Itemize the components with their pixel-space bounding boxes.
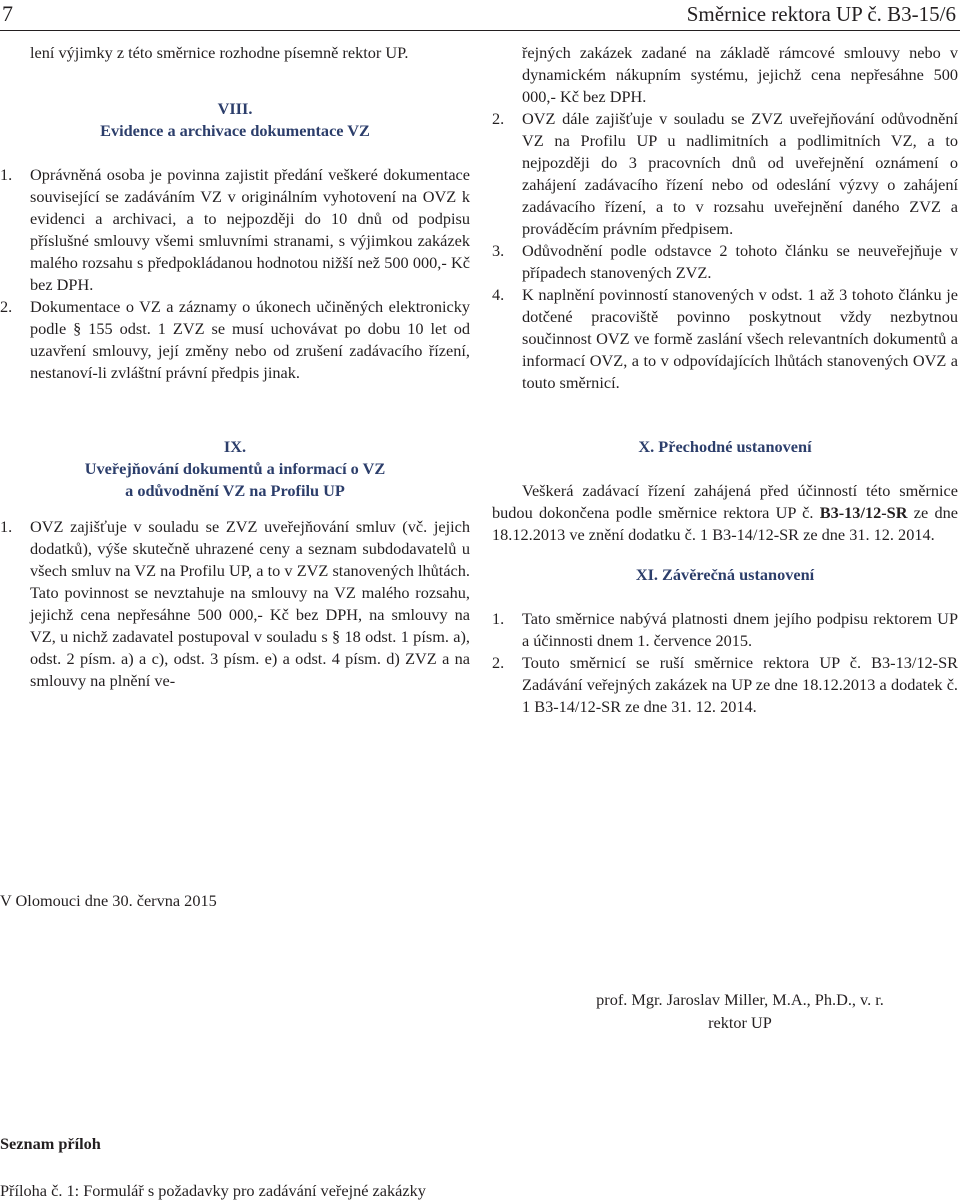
item-text: Odůvodnění podle odstavce 2 tohoto článku se neuveřejňuje v případech stanovených ZVZ. [522,241,958,282]
list-item [492,608,958,652]
section-xi-title: XI. Závěrečná ustanovení [635,565,815,584]
list-item [492,108,958,240]
section-x-title: X. Přechodné ustanovení [638,437,812,456]
item-text: OVZ zajišťuje v souladu se ZVZ uveřejňování smluv (vč. jejich dodatků), výše skutečně uhrazené ceny a seznam subdodavatelů u všech smluv na VZ na Profilu UP, a to v ZVZ stanovených lhůtách. Tato povinnost se nevztahuje na smlouvy na VZ malého rozsahu, jejichž cena nepřesáhne 500 000,- Kč bez DPH, na smlouvy na VZ, u nichž zadavatel postupoval v souladu s § 18 odst. 1 písm. a), odst. 2 písm. a) a c), odst. 3 písm. e) a odst. 4 písm. d) ZVZ a na smlouvy na plnění ve- [30,517,470,690]
section-ix-title-line2: a odůvodnění VZ na Profilu UP [125,481,345,500]
carry-over-paragraph: lení výjimky z této směrnice rozhodne písemně rektor UP. [30,43,409,62]
item-number: 1. [492,609,505,628]
list-item [0,296,470,384]
section-viii-title: Evidence a archivace dokumentace VZ [100,121,370,140]
section-ix-number: IX. [223,437,247,456]
item-number: 2. [0,297,13,316]
item-number: 2. [492,653,505,672]
item-text: Dokumentace o VZ a záznamy o úkonech učiněných elektronicky podle § 155 odst. 1 ZVZ se musí uchovávat po dobu 10 let od uzavření smlouvy, její změny nebo od zrušení zadávacího řízení, nestanoví-li zvláštní právní předpis jinak. [30,297,470,382]
list-item [492,240,958,284]
attachment-item: Příloha č. 1: Formulář s požadavky pro zadávání veřejné zakázky [0,1181,426,1200]
carry-over-paragraph: řejných zakázek zadané na základě rámcové smlouvy nebo v dynamickém nákupním systému, jejichž cena nepřesáhne 500 000,- Kč bez DPH. [522,43,958,106]
item-number: 2. [492,109,505,128]
directive-reference: B3-13/12-SR [819,503,908,522]
item-number: 4. [492,285,505,304]
right-column [492,42,958,718]
section-viii-number: VIII. [217,99,253,118]
attachments-heading: Seznam příloh [0,1134,101,1153]
item-number: 1. [0,165,13,184]
item-text: Touto směrnicí se ruší směrnice rektora UP č. B3-13/12-SR Zadávání veřejných zakázek na UP ze dne 18.12.2013 a dodatek č. 1 B3-14/12-SR ze dne 31. 12. 2014. [522,653,958,716]
signatory-name: prof. Mgr. Jaroslav Miller, M.A., Ph.D., v. r. [596,990,884,1009]
list-item [0,516,470,692]
item-text: OVZ dále zajišťuje v souladu se ZVZ uveřejňování odůvodnění VZ na Profilu UP u nadlimitních a podlimitních VZ, a to nejpozději do 3 pracovních dnů od uveřejnění oznámení o zahájení zadávacího řízení nebo od odeslání výzvy o zahájení zadávacího řízení, a to v rozsahu uveřejnění daného ZVZ a prováděcím právním předpisem. [522,109,958,238]
running-header [0,0,960,31]
section-ix-title-line1: Uveřejňování dokumentů a informací o VZ [84,459,386,478]
list-item [492,652,958,718]
list-item [0,164,470,296]
page-number: 7 [2,1,13,26]
item-text: K naplnění povinností stanovených v odst. 1 až 3 tohoto článku je dotčené pracoviště povinno poskytnout vždy nezbytnou součinnost OVZ ve formě zaslání všech relevantních dokumentů a informací OVZ, a to v odpovídajících lhůtách stanovených OVZ a touto směrnicí. [522,285,958,392]
item-text: Oprávněná osoba je povinna zajistit předání veškeré dokumentace související se zadáváním VZ v originálním vyhotovení na OVZ k evidenci a archivaci, a to nejpozději do 10 dnů od podpisu příslušné smlouvy všemi smluvními stranami, s výjimkou zakázek malého rozsahu s předpokládanou hodnotou nižší než 500 000,- Kč bez DPH. [30,165,470,294]
item-number: 1. [0,517,13,536]
running-title: Směrnice rektora UP č. B3-15/6 [686,2,956,26]
signatory-role: rektor UP [708,1013,772,1032]
list-item [492,284,958,394]
item-number: 3. [492,241,505,260]
section-x-text: Veškerá zadávací řízení zahájená před účinností této směrnice budou dokončena podle směrnice rektora UP č. B3-13/12-SR ze dne 18.12.2013 ve znění dodatku č. 1 B3-14/12-SR ze dne 31. 12. 2014. [492,481,959,544]
item-text: Tato směrnice nabývá platnosti dnem jejího podpisu rektorem UP a účinnosti dnem 1. července 2015. [522,609,958,650]
left-column [0,42,470,692]
place-and-date: V Olomouci dne 30. června 2015 [0,891,217,910]
